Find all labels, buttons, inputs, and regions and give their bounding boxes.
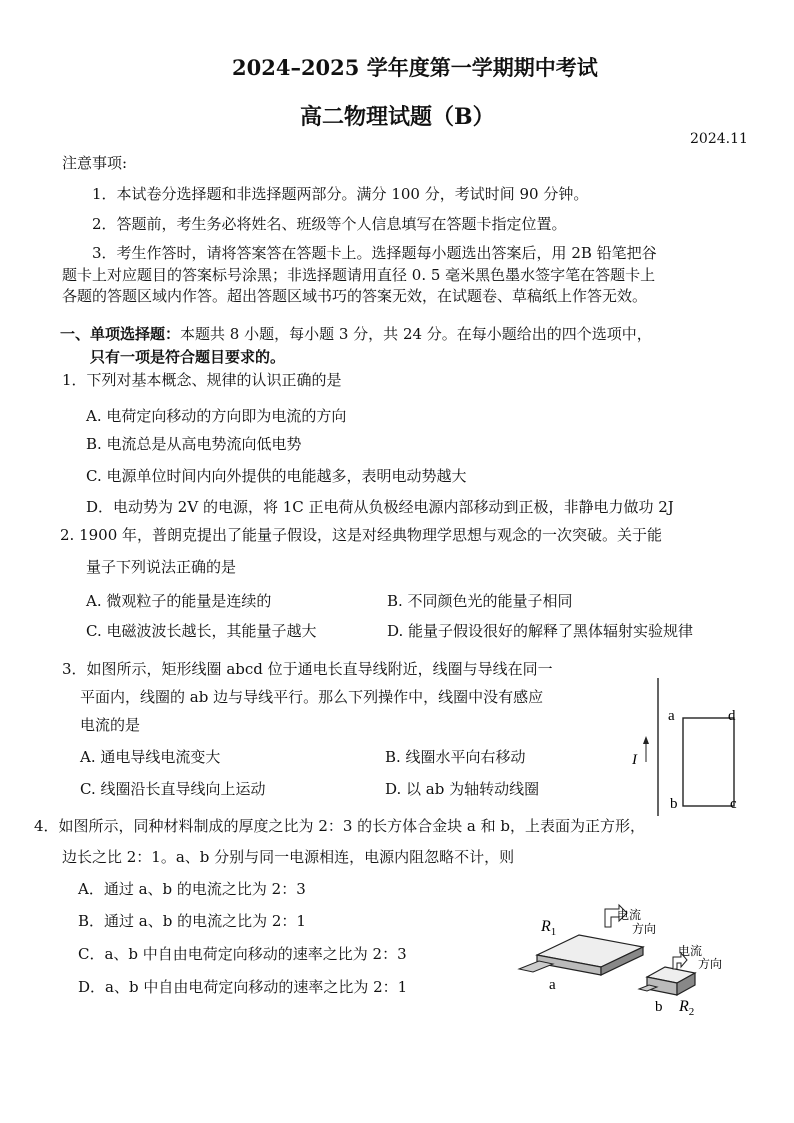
section-heading-label: 一、单项选择题： xyxy=(60,325,181,343)
notice-item-3-line2: 题卡上对应题目的答案标号涂黑；非选择题请用直径 0. 5 毫米黑色墨水签字笔在答题卡上 xyxy=(62,266,656,284)
q3-option-d: D. 以 ab 为轴转动线圈 xyxy=(385,780,540,798)
block-r1-label: $R_1$ xyxy=(541,918,557,938)
q2-stem-line2: 量子下列说法正确的是 xyxy=(86,558,237,576)
q1-option-b: B. 电流总是从高电势流向低电势 xyxy=(86,435,302,453)
block-a-label: a xyxy=(549,977,556,993)
q1-stem: 1．下列对基本概念、规律的认识正确的是 xyxy=(62,371,342,389)
notice-item-1: 1．本试卷分选择题和非选择题两部分。满分 100 分，考试时间 90 分钟。 xyxy=(92,185,589,203)
block-r2-label: $R_2$ xyxy=(679,998,695,1018)
q1-option-c: C. 电源单位时间内向外提供的电能越多，表明电动势越大 xyxy=(86,467,467,485)
section-heading-text: 本题共 8 小题，每小题 3 分，共 24 分。在每小题给出的四个选项中， xyxy=(180,325,652,343)
q1-option-d: D．电动势为 2V 的电源，将 1C 正电荷从负极经电源内部移动到正极，非静电力做功 2J xyxy=(86,498,674,516)
coil-label-a: a xyxy=(668,708,675,724)
current-arrowhead xyxy=(643,736,649,744)
q3-figure xyxy=(630,672,750,822)
q4-figure xyxy=(515,905,745,1025)
q2-option-c: C. 电磁波波长越长，其能量子越大 xyxy=(86,622,317,640)
notice-heading: 注意事项: xyxy=(62,154,128,172)
q4-option-d: D．a、b 中自由电荷定向移动的速率之比为 2：1 xyxy=(78,978,408,996)
notice-item-2: 2．答题前，考生务必将姓名、班级等个人信息填写在答题卡指定位置。 xyxy=(92,215,567,233)
q3-stem-line2: 平面内，线圈的 ab 边与导线平行。那么下列操作中，线圈中没有感应 xyxy=(80,688,544,706)
section-heading xyxy=(60,323,652,344)
direction-label-r2: 方向 xyxy=(698,957,723,971)
block-r1-tab xyxy=(519,961,553,972)
section-heading-line2: 只有一项是符合题目要求的。 xyxy=(90,348,286,366)
q4-stem-line2: 边长之比 2：1。a、b 分别与同一电源相连，电源内阻忽略不计，则 xyxy=(62,848,515,866)
q2-option-a: A. 微观粒子的能量是连续的 xyxy=(86,592,272,610)
q3-stem: 3．如图所示，矩形线圈 abcd 位于通电长直导线附近，线圈与导线在同一 xyxy=(62,660,553,678)
q3-option-c: C. 线圈沿长直导线向上运动 xyxy=(80,780,266,798)
q2-stem: 2. 1900 年，普朗克提出了能量子假设，这是对经典物理学思想与观念的一次突破。关于能 xyxy=(60,526,663,544)
current-label-r1: 电流 xyxy=(617,908,642,922)
exam-subtitle: 高二物理试题（B） xyxy=(300,104,495,130)
exam-title: 2024–2025 学年度第一学期期中考试 xyxy=(232,55,598,80)
coil-label-c: c xyxy=(730,796,737,812)
q3-option-b: B. 线圈水平向右移动 xyxy=(385,748,526,766)
current-label-r2: 电流 xyxy=(678,944,703,958)
q1-option-a: A. 电荷定向移动的方向即为电流的方向 xyxy=(86,407,347,425)
q4-option-c: C．a、b 中自由电荷定向移动的速率之比为 2：3 xyxy=(78,945,407,963)
q2-option-d: D. 能量子假设很好的解释了黑体辐射实验规律 xyxy=(387,622,694,640)
coil-label-d: d xyxy=(728,708,736,724)
current-label-i: I xyxy=(632,752,637,768)
direction-label-r1: 方向 xyxy=(632,922,657,936)
coil-label-b: b xyxy=(670,796,678,812)
q2-option-b: B. 不同颜色光的能量子相同 xyxy=(387,592,573,610)
q3-stem-line3: 电流的是 xyxy=(80,716,141,734)
block-b-label: b xyxy=(655,999,663,1015)
notice-item-3: 3．考生作答时，请将答案答在答题卡上。选择题每小题选出答案后，用 2B 铅笔把谷 xyxy=(92,244,657,262)
q4-option-b: B．通过 a、b 的电流之比为 2：1 xyxy=(78,912,306,930)
q4-stem: 4．如图所示，同种材料制成的厚度之比为 2：3 的长方体合金块 a 和 b，上表面为正方形， xyxy=(34,817,646,835)
rectangular-coil xyxy=(683,718,734,806)
exam-date: 2024.11 xyxy=(690,131,748,147)
q4-option-a: A．通过 a、b 的电流之比为 2：3 xyxy=(78,880,306,898)
notice-item-3-line3: 各题的答题区域内作答。超出答题区域书巧的答案无效，在试题卷、草稿纸上作答无效。 xyxy=(62,287,648,305)
q3-option-a: A. 通电导线电流变大 xyxy=(80,748,221,766)
